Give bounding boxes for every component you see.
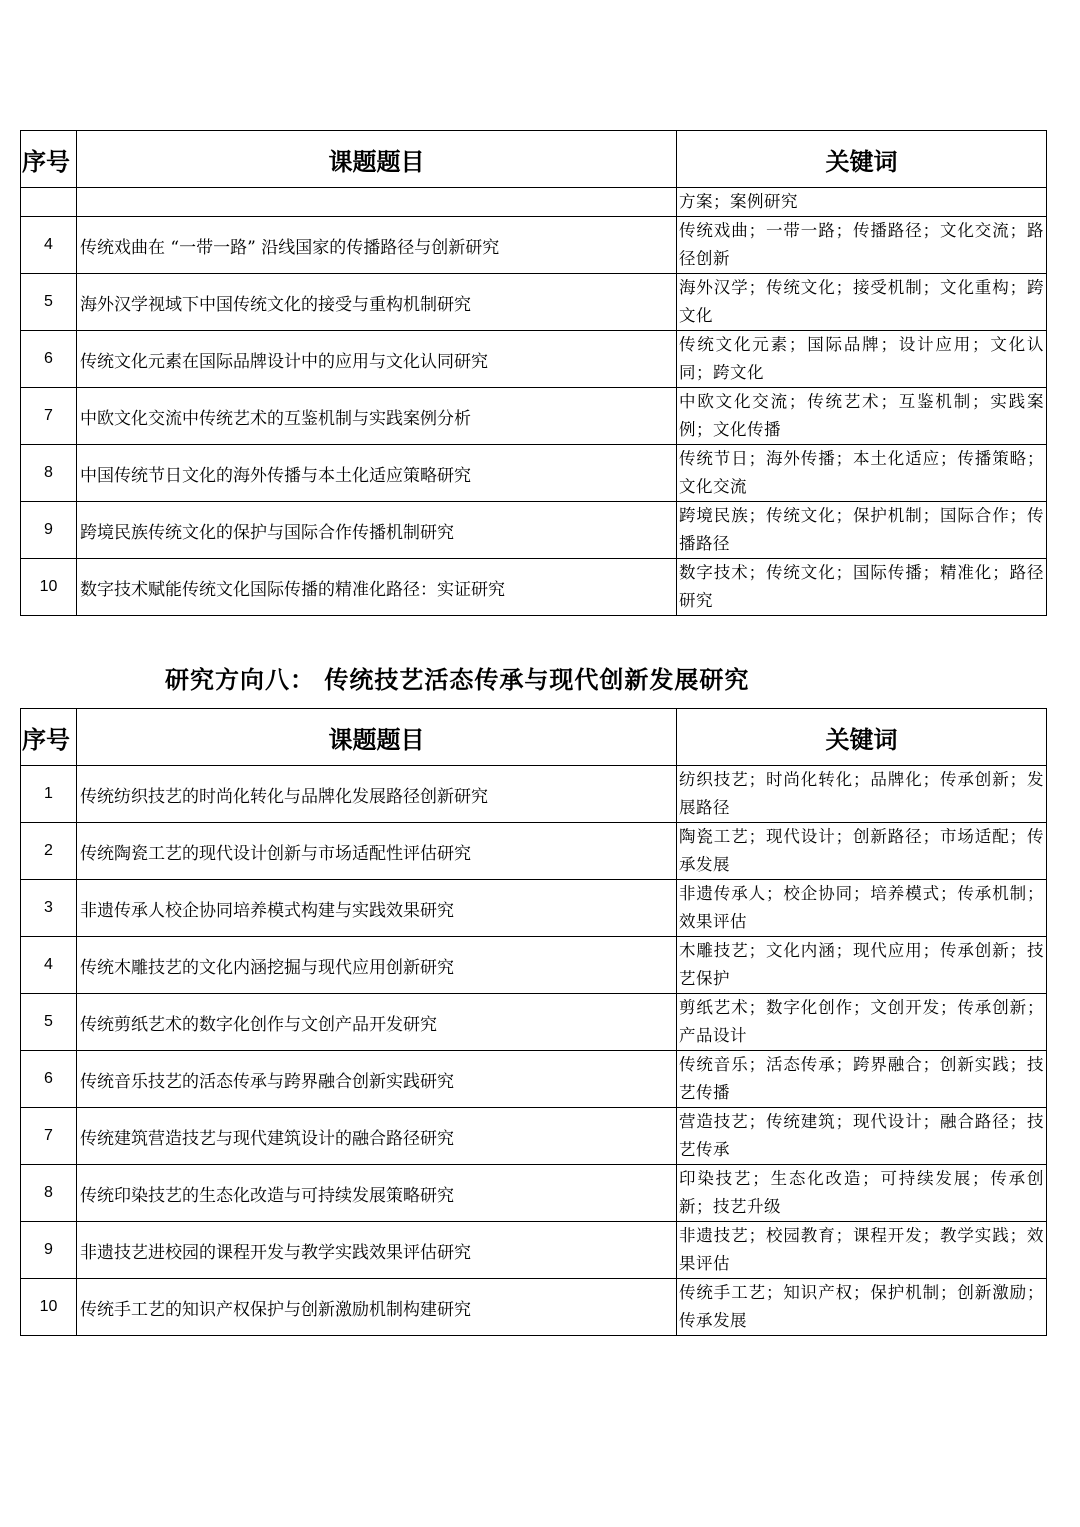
table-row <box>21 1222 1047 1279</box>
header-seq: 序号 <box>21 709 77 766</box>
topic-keywords: 陶瓷工艺；现代设计；创新路径；市场适配；传承发展 <box>677 823 1047 880</box>
table-row <box>21 445 1047 502</box>
table-row <box>21 1051 1047 1108</box>
header-keywords: 关键词 <box>677 131 1047 188</box>
topic-title: 海外汉学视域下中国传统文化的接受与重构机制研究 <box>77 274 677 331</box>
topic-title: 传统陶瓷工艺的现代设计创新与市场适配性评估研究 <box>77 823 677 880</box>
topic-title: 传统木雕技艺的文化内涵挖掘与现代应用创新研究 <box>77 937 677 994</box>
row-number: 2 <box>21 823 77 880</box>
table-header-row <box>21 131 1047 188</box>
topic-title: 传统纺织技艺的时尚化转化与品牌化发展路径创新研究 <box>77 766 677 823</box>
topic-title: 传统印染技艺的生态化改造与可持续发展策略研究 <box>77 1165 677 1222</box>
row-number: 8 <box>21 445 77 502</box>
row-number: 8 <box>21 1165 77 1222</box>
table-row <box>21 217 1047 274</box>
row-number: 1 <box>21 766 77 823</box>
table-row <box>21 1165 1047 1222</box>
topic-keywords: 传统文化元素；国际品牌；设计应用；文化认同；跨文化 <box>677 331 1047 388</box>
row-number: 5 <box>21 274 77 331</box>
row-number: 5 <box>21 994 77 1051</box>
topic-title: 中国传统节日文化的海外传播与本土化适应策略研究 <box>77 445 677 502</box>
topic-keywords: 跨境民族；传统文化；保护机制；国际合作；传播路径 <box>677 502 1047 559</box>
topic-keywords: 印染技艺；生态化改造；可持续发展；传承创新；技艺升级 <box>677 1165 1047 1222</box>
table-row <box>21 559 1047 616</box>
topic-title: 传统建筑营造技艺与现代建筑设计的融合路径研究 <box>77 1108 677 1165</box>
table-row <box>21 766 1047 823</box>
table-row <box>21 994 1047 1051</box>
row-number: 6 <box>21 331 77 388</box>
table-row <box>21 388 1047 445</box>
topic-title: 数字技术赋能传统文化国际传播的精准化路径：实证研究 <box>77 559 677 616</box>
topic-keywords: 传统音乐；活态传承；跨界融合；创新实践；技艺传播 <box>677 1051 1047 1108</box>
row-number: 4 <box>21 217 77 274</box>
topic-keywords: 海外汉学；传统文化；接受机制；文化重构；跨文化 <box>677 274 1047 331</box>
topic-title: 传统戏曲在 “一带一路” 沿线国家的传播路径与创新研究 <box>77 217 677 274</box>
row-number: 3 <box>21 880 77 937</box>
table-row <box>21 880 1047 937</box>
table-row <box>21 823 1047 880</box>
topic-keywords: 营造技艺；传统建筑；现代设计；融合路径；技艺传承 <box>677 1108 1047 1165</box>
row-number: 10 <box>21 1279 77 1336</box>
topic-keywords: 剪纸艺术；数字化创作；文创开发；传承创新；产品设计 <box>677 994 1047 1051</box>
row-number: 4 <box>21 937 77 994</box>
row-number: 9 <box>21 502 77 559</box>
topic-title: 非遗传承人校企协同培养模式构建与实践效果研究 <box>77 880 677 937</box>
topic-title: 跨境民族传统文化的保护与国际合作传播机制研究 <box>77 502 677 559</box>
header-title: 课题题目 <box>77 131 677 188</box>
row-number: 10 <box>21 559 77 616</box>
topic-title: 传统剪纸艺术的数字化创作与文创产品开发研究 <box>77 994 677 1051</box>
topics-table-continued <box>20 130 1047 616</box>
row-number: 7 <box>21 1108 77 1165</box>
continuation-keywords: 方案；案例研究 <box>677 188 1047 217</box>
section-heading: 研究方向八： 传统技艺活态传承与现代创新发展研究 <box>165 666 750 694</box>
topic-keywords: 非遗传承人；校企协同；培养模式；传承机制；效果评估 <box>677 880 1047 937</box>
row-number: 7 <box>21 388 77 445</box>
topic-title: 传统音乐技艺的活态传承与跨界融合创新实践研究 <box>77 1051 677 1108</box>
table-row <box>21 1279 1047 1336</box>
row-number: 9 <box>21 1222 77 1279</box>
header-seq: 序号 <box>21 131 77 188</box>
topic-keywords: 传统戏曲；一带一路；传播路径；文化交流；路径创新 <box>677 217 1047 274</box>
table-row <box>21 1108 1047 1165</box>
header-title: 课题题目 <box>77 709 677 766</box>
topic-keywords: 传统节日；海外传播；本土化适应；传播策略；文化交流 <box>677 445 1047 502</box>
table-header-row <box>21 709 1047 766</box>
topic-keywords: 传统手工艺；知识产权；保护机制；创新激励；传承发展 <box>677 1279 1047 1336</box>
topic-keywords: 纺织技艺；时尚化转化；品牌化；传承创新；发展路径 <box>677 766 1047 823</box>
table-row <box>21 274 1047 331</box>
table-row <box>21 331 1047 388</box>
topic-title: 中欧文化交流中传统艺术的互鉴机制与实践案例分析 <box>77 388 677 445</box>
topic-keywords: 木雕技艺；文化内涵；现代应用；传承创新；技艺保护 <box>677 937 1047 994</box>
topic-title: 传统文化元素在国际品牌设计中的应用与文化认同研究 <box>77 331 677 388</box>
topic-keywords: 数字技术；传统文化；国际传播；精准化；路径研究 <box>677 559 1047 616</box>
table-row <box>21 502 1047 559</box>
row-number: 6 <box>21 1051 77 1108</box>
table-row <box>21 937 1047 994</box>
topics-table-direction-8 <box>20 708 1047 1336</box>
continuation-row <box>21 188 1047 217</box>
topic-title: 传统手工艺的知识产权保护与创新激励机制构建研究 <box>77 1279 677 1336</box>
topic-title: 非遗技艺进校园的课程开发与教学实践效果评估研究 <box>77 1222 677 1279</box>
header-keywords: 关键词 <box>677 709 1047 766</box>
topic-keywords: 非遗技艺；校园教育；课程开发；教学实践；效果评估 <box>677 1222 1047 1279</box>
topic-keywords: 中欧文化交流；传统艺术；互鉴机制；实践案例；文化传播 <box>677 388 1047 445</box>
